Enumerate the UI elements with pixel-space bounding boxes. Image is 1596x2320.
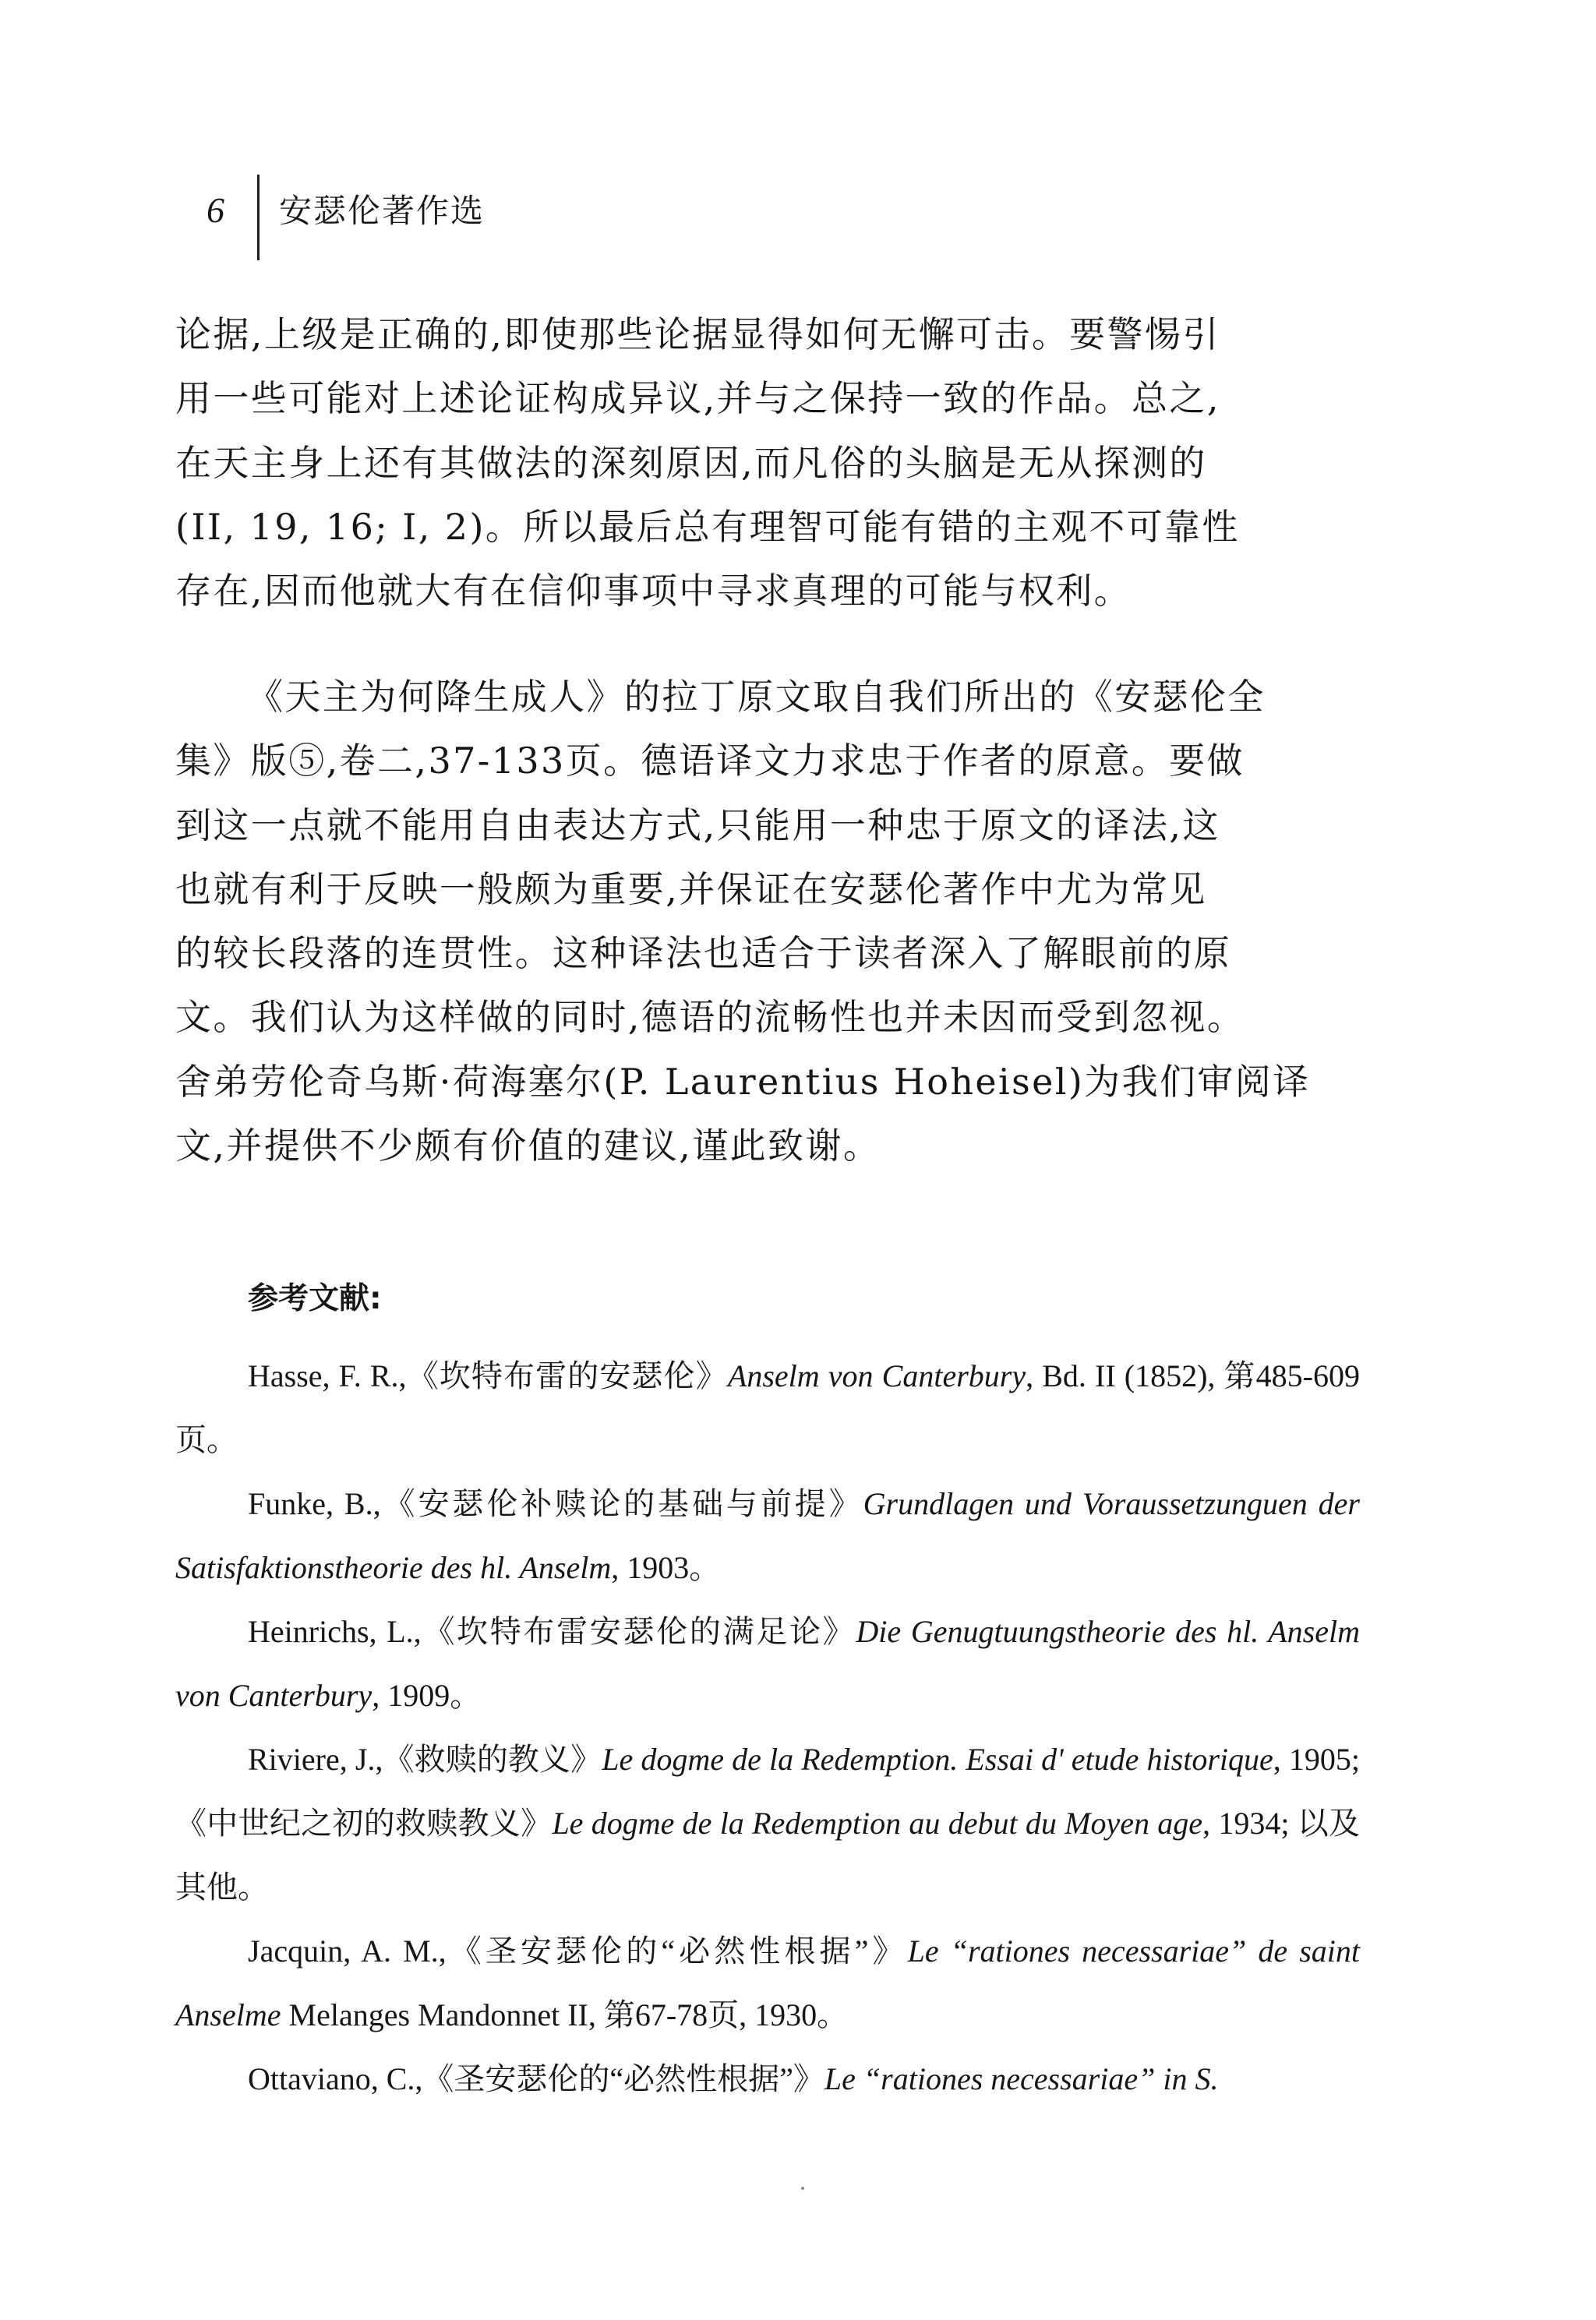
reference-title: Le “rationes necessariae” de saint Anselme [175, 1933, 1360, 2032]
reference-funke [175, 1472, 1360, 1600]
body-paragraph-1: 论据,上级是正确的,即使那些论据显得如何无懈可击。要警惕引 用一些可能对上述论证构成异议,并与之保持一致的作品。总之, 在天主身上还有其做法的深刻原因,而凡俗的头脑是无从探测的 (II, 19, 16; I, 2)。所以最后总有理智可能有错的主观不可靠性 存在,因而他就大有在信仰事项中寻求真理的可能与权利。 [175, 313, 1240, 613]
reference-text: , 1909。 [372, 1678, 482, 1713]
reference-text: Hasse, F. R.,《坎特布雷的安瑟伦》 [248, 1358, 728, 1393]
reference-text: Melanges Mandonnet II, 第67-78页, 1930。 [281, 1997, 849, 2032]
references-heading: 参考文献: [248, 1281, 382, 1316]
reference-title: Le dogme de la Redemption au debut du Moyen age [552, 1806, 1203, 1841]
page-mark-dot [801, 2187, 804, 2190]
reference-ottaviano [175, 2047, 1360, 2111]
reference-text: Heinrichs, L.,《坎特布雷安瑟伦的满足论》 [248, 1614, 856, 1649]
reference-riviere [175, 1728, 1360, 1919]
reference-text: , 1903。 [611, 1550, 721, 1585]
reference-jacquin [175, 1919, 1360, 2047]
reference-title: Le “rationes necessariae” in S. [824, 2061, 1219, 2096]
reference-title: Die Genugtuungstheorie des hl. Anselm von Canterbury [175, 1614, 1360, 1713]
reference-text: , 1905;《中世纪之初的救赎教义》 [175, 1742, 1360, 1841]
reference-title: Grundlagen und Voraussetzunguen der Satisfaktionstheorie des hl. Anselm [175, 1486, 1360, 1585]
reference-text: Jacquin, A. M.,《圣安瑟伦的“必然性根据”》 [248, 1933, 908, 1969]
reference-text: , Bd. II (1852), 第485-609页。 [175, 1358, 1361, 1457]
reference-hasse [175, 1344, 1360, 1472]
reference-text: Ottaviano, C.,《圣安瑟伦的“必然性根据”》 [248, 2061, 824, 2096]
body-paragraph-2: 《天主为何降生成人》的拉丁原文取自我们所出的《安瑟伦全 集》版⑤,卷二,37-133页。德语译文力求忠于作者的原意。要做 到这一点就不能用自由表达方式,只能用一种忠于原文的译法,这 也就有利于反映一般颇为重要,并保证在安瑟伦著作中尤为常见 的较长段落的连贯性。这种译法也适合于读者深入了解眼前的原 文。我们认为这样做的同时,德语的流畅性也并未因而受到忽视。 舍弟劳伦奇乌斯·荷海塞尔(P. Laurentius Hoheisel)为我们审阅译 文,并提供不少颇有价值的建议,谨此致谢。 [175, 676, 1311, 1167]
header-divider [257, 175, 260, 260]
reference-text: , 1934; 以及其他。 [175, 1806, 1361, 1905]
reference-text: Riviere, J.,《救赎的教义》 [248, 1742, 602, 1777]
page-number: 6 [207, 190, 224, 230]
running-book-title: 安瑟伦著作选 [279, 192, 486, 230]
reference-title: Anselm von Canterbury [727, 1358, 1026, 1393]
reference-heinrichs [175, 1600, 1360, 1728]
reference-text: Funke, B.,《安瑟伦补赎论的基础与前提》 [248, 1486, 863, 1521]
references-list [175, 1344, 1360, 2111]
reference-title: Le dogme de la Redemption. Essai d' etude historique [602, 1742, 1273, 1777]
